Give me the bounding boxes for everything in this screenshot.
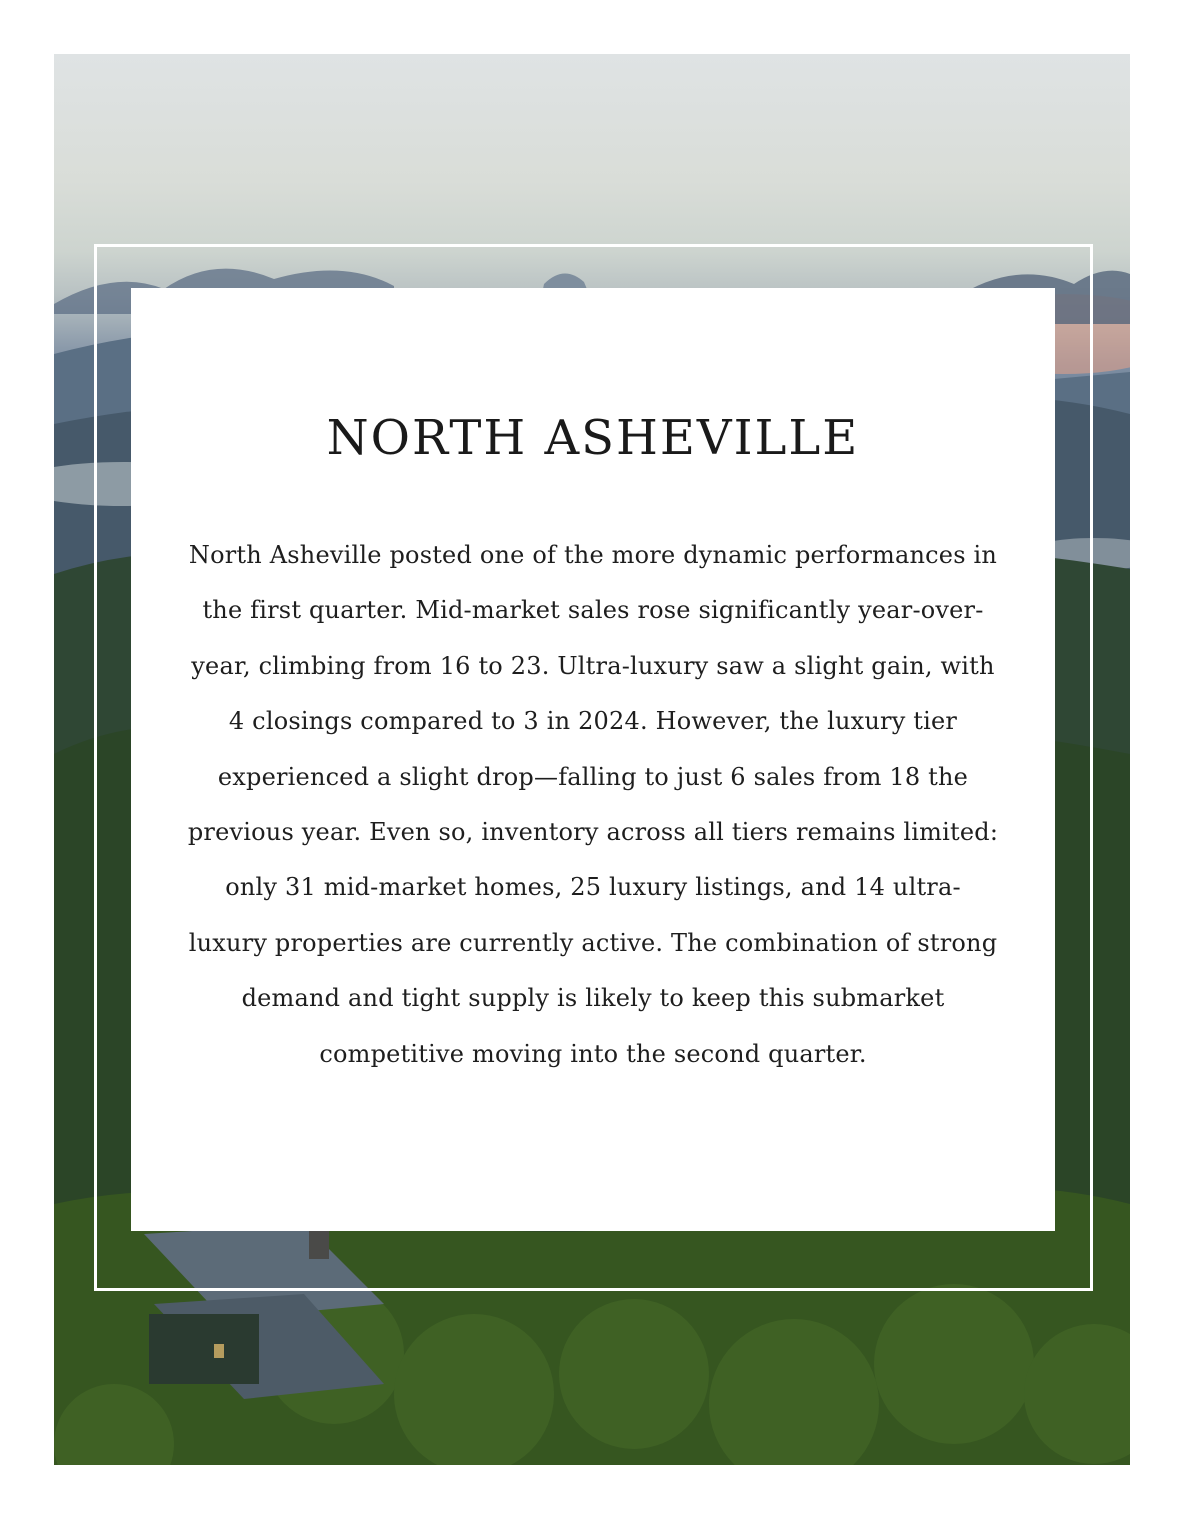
house-wall xyxy=(149,1314,259,1384)
content-card xyxy=(131,288,1055,1231)
house-window xyxy=(214,1344,224,1358)
page-title: NORTH ASHEVILLE xyxy=(326,410,860,466)
body-paragraph: North Asheville posted one of the more dynamic performances in the first quarter. Mid-market sales rose significantly year-over-year, climbing from 16 to 23. Ultra-luxury saw a slight gain, with 4 closings compared to 3 in 2024. However, the luxury tier experienced a slight drop—falling to just 6 sales from 18 the previous year. Even so, inventory across all tiers remains limited: only 31 mid-market homes, 25 luxury listings, and 14 ultra-luxury properties are currently active. The combination of strong demand and tight supply is likely to keep this submarket competitive moving into the second quarter. xyxy=(187,541,999,1068)
